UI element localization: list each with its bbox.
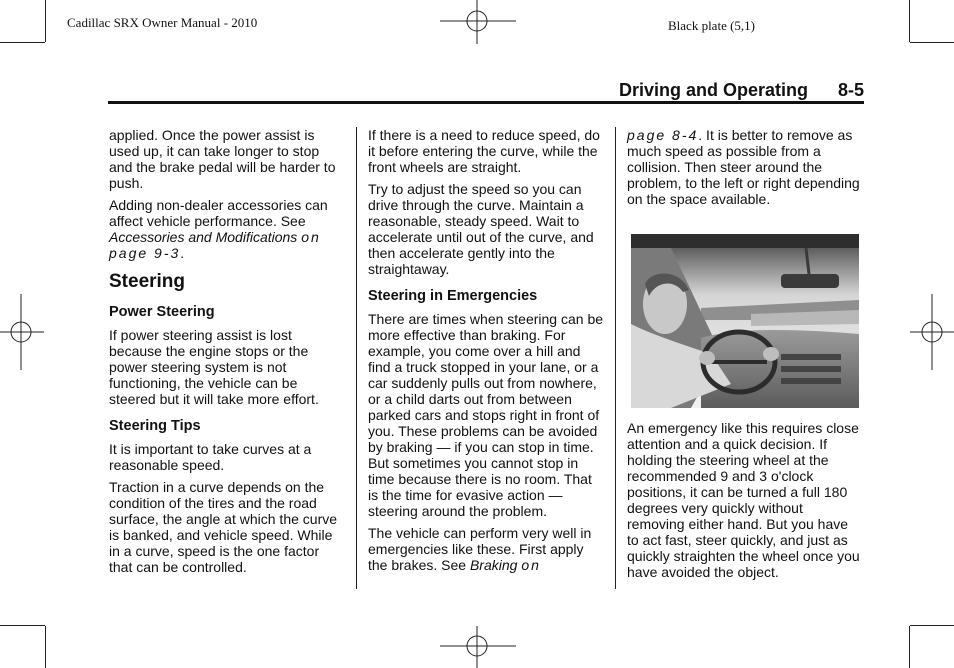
paragraph: Try to adjust the speed so you can drive through the curve. Maintain a reasonable, steady speed. Wait to accelerate until out of the curve, and then accelerate gently into the straightaway. <box>368 181 594 277</box>
manual-title: Cadillac SRX Owner Manual - 2010 <box>67 15 258 30</box>
column-1 <box>109 127 345 581</box>
cross-reference-link[interactable]: Braking <box>469 557 518 573</box>
header-rule <box>108 101 864 104</box>
column-divider <box>356 127 357 589</box>
crop-mark <box>909 626 910 668</box>
registration-mark-right <box>910 294 954 370</box>
page-number: 8-5 <box>837 80 864 100</box>
page-reference-link[interactable]: page 8-4 <box>627 127 699 143</box>
crop-mark <box>910 42 954 43</box>
paragraph: Traction in a curve depends on the condition of the tires and the road surface, the angle at which the curve is banked, and vehicle speed. While in a curve, speed is the one factor that can be controlled. <box>109 479 338 575</box>
paragraph: The vehicle can perform very well in emergencies like these. First apply the brakes. See Braking on <box>368 525 592 573</box>
crop-mark <box>0 625 45 626</box>
heading-steering: Steering <box>109 271 186 292</box>
section-header <box>619 80 864 101</box>
paragraph: If there is a need to reduce speed, do it before entering the curve, while the front wheels are straight. <box>368 127 600 175</box>
paragraph: An emergency like this requires close attention and a quick decision. If holding the steering wheel at the recommended 9 and 3 o'clock positions, it can be turned a full 180 degrees very quickly without removing either hand. But you have to act fast, steer quickly, and just as quickly straighten the wheel once you have avoided the object. <box>627 420 860 580</box>
paragraph: applied. Once the power assist is used up, it can take longer to stop and the brake pedal will be harder to push. <box>109 127 336 191</box>
crop-mark <box>909 0 910 42</box>
crop-mark <box>45 0 46 42</box>
column-divider <box>615 127 616 589</box>
paragraph: If power steering assist is lost because the engine stops or the power steering system is not functioning, the vehicle can be steered but it will take more effort. <box>109 327 319 407</box>
crop-mark <box>0 42 45 43</box>
paragraph: page 8-4. It is better to remove as much speed as possible from a collision. Then steer around the problem, to the left or right depending on the space available. <box>627 127 860 207</box>
section-title: Driving and Operating <box>618 80 808 100</box>
heading-steering-in-emergencies: Steering in Emergencies <box>368 288 538 304</box>
registration-mark-top <box>440 0 516 46</box>
column-3-lower <box>627 420 863 586</box>
column-3 <box>627 127 863 213</box>
paragraph: Adding non-dealer accessories can affect vehicle performance. See Accessories and Modifications on page 9-3. <box>109 197 328 261</box>
paragraph: It is important to take curves at a reasonable speed. <box>109 441 312 473</box>
registration-mark-bottom <box>440 624 516 668</box>
heading-power-steering: Power Steering <box>109 304 215 320</box>
heading-steering-tips: Steering Tips <box>109 418 201 434</box>
driver-steering-illustration <box>631 234 859 408</box>
cross-reference-link[interactable]: Accessories and Modifications <box>109 229 298 245</box>
plate-label: Black plate (5,1) <box>668 18 755 33</box>
crop-mark <box>45 626 46 668</box>
page-reference-link[interactable]: page 9-3 <box>109 245 181 261</box>
column-2 <box>368 127 604 579</box>
crop-mark <box>910 625 954 626</box>
paragraph: There are times when steering can be more effective than braking. For example, you come over a hill and find a truck stopped in your lane, or a car suddenly pulls out from nowhere, or a child darts out from between parked cars and stops right in front of you. These problems can be avoided by braking — if you can stop in time. But sometimes you cannot stop in time because there is no room. That is the time for evasive action — steering around the problem. <box>368 311 604 519</box>
registration-mark-left <box>0 294 44 370</box>
